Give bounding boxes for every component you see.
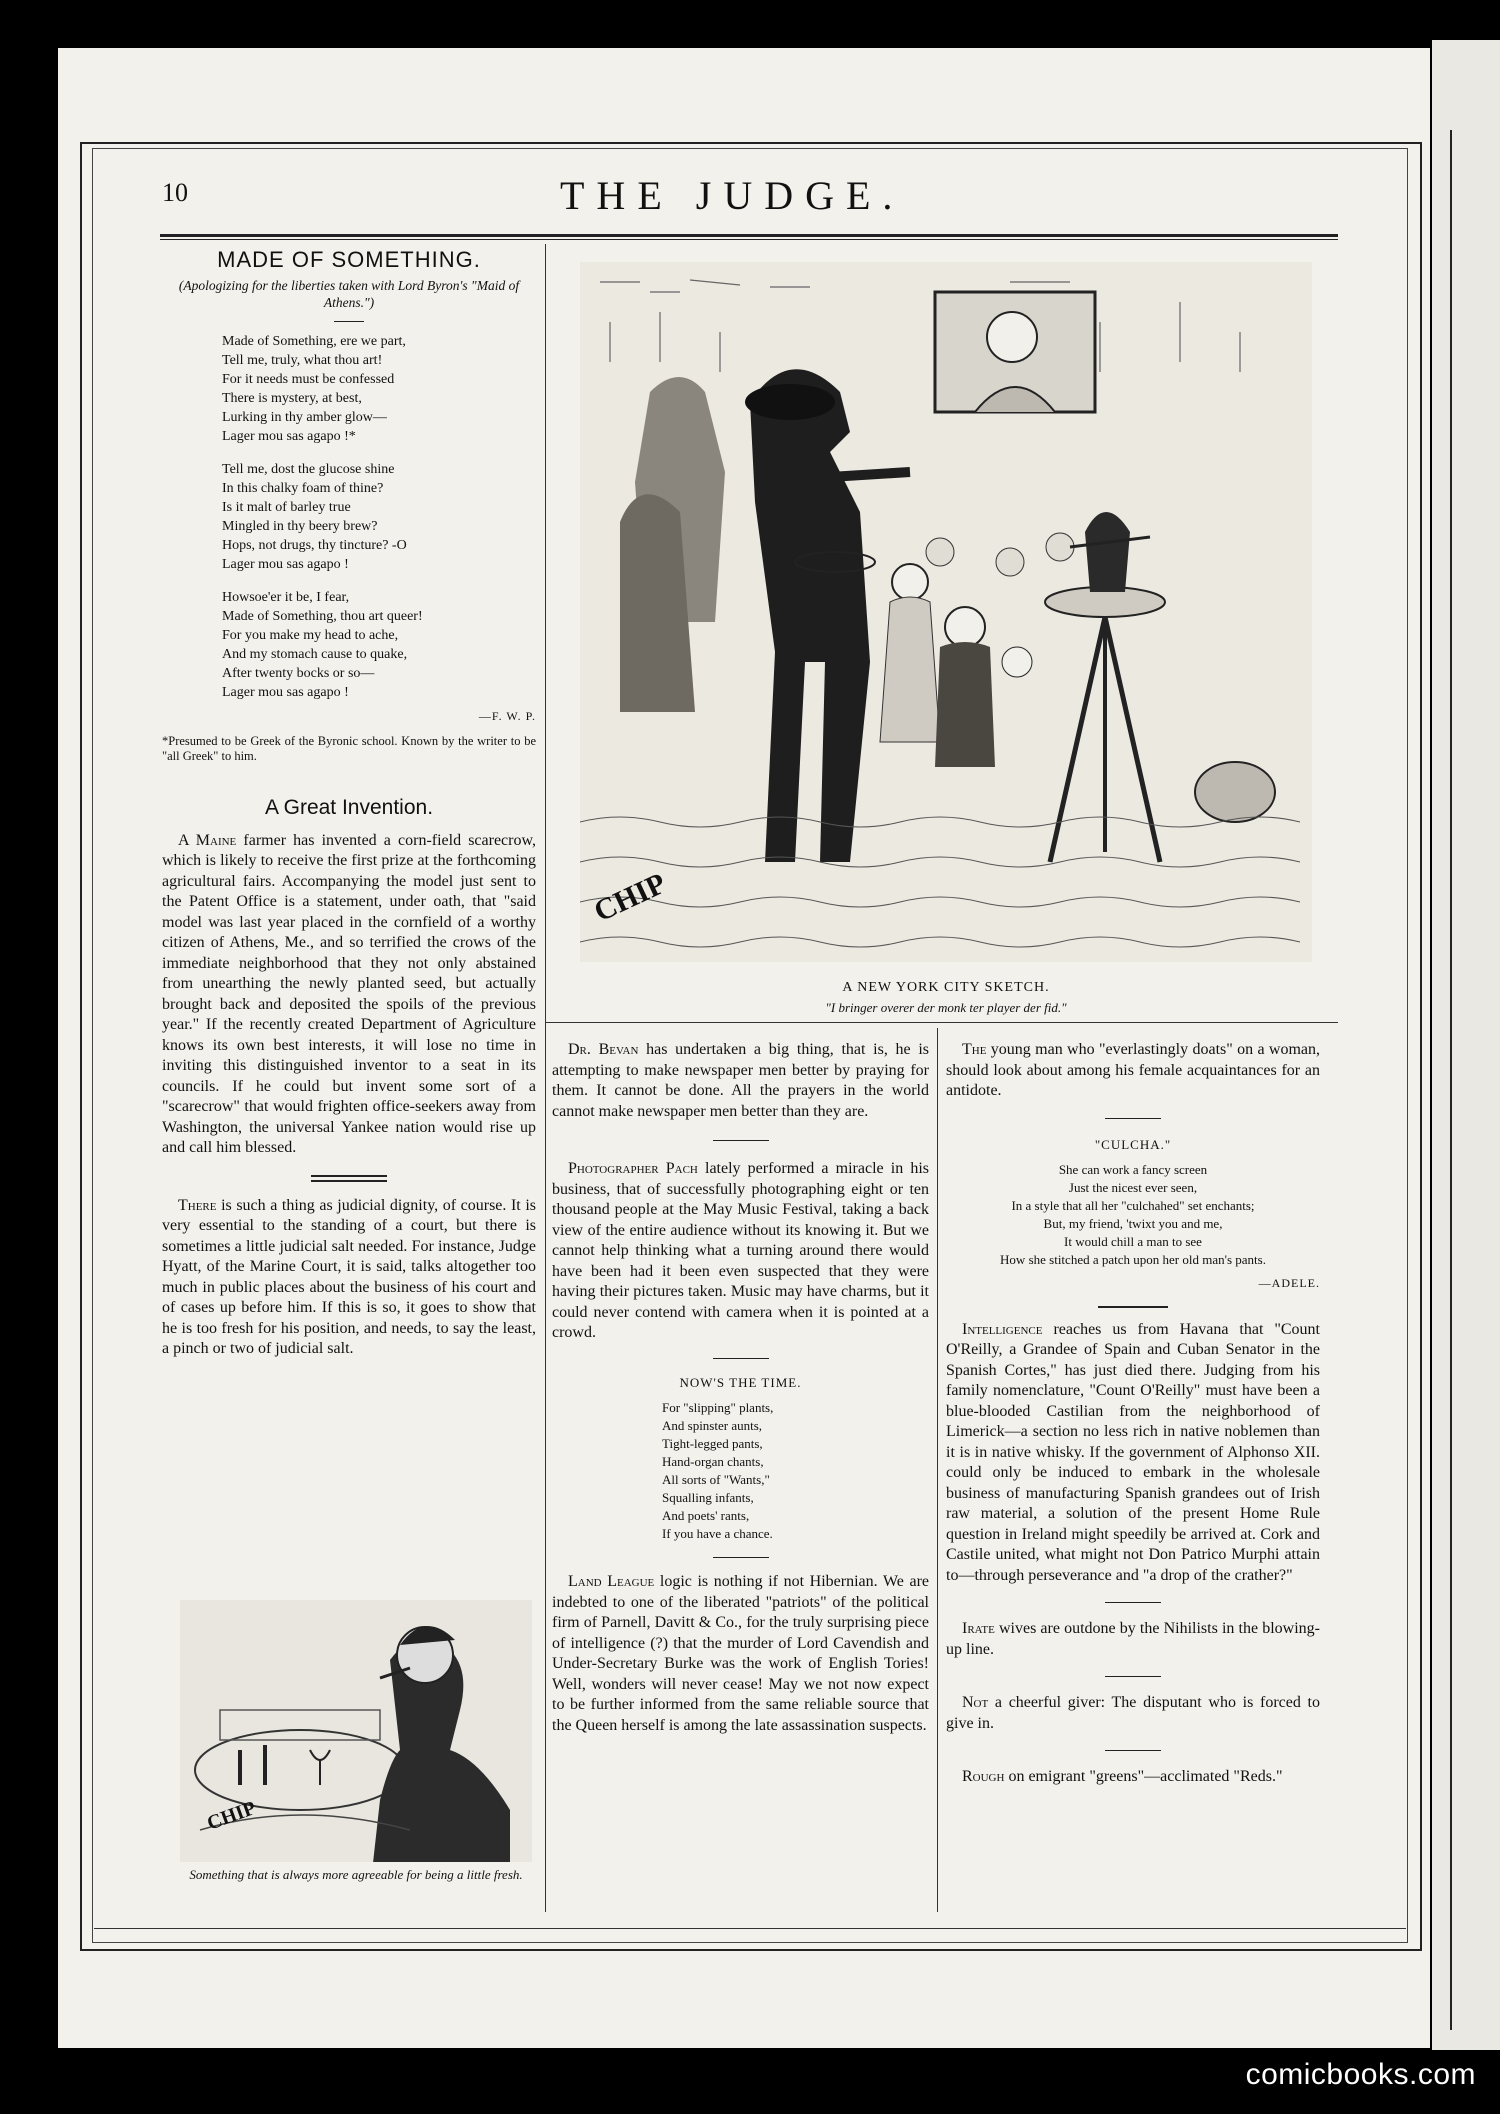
body-text: young man who "everlastingly doats" on a woman, should look about among his female acquaintances for an antidote. bbox=[946, 1041, 1321, 1099]
poem-line: Tell me, truly, what thou art! bbox=[222, 352, 383, 368]
poem-line: Lager mou sas agapo ! bbox=[222, 684, 349, 700]
divider bbox=[1105, 1676, 1161, 1677]
poem-line: Tell me, dost the glucose shine bbox=[222, 461, 395, 477]
small-cartoon-caption: Something that is always more agreeable for being a little fresh. bbox=[189, 1867, 523, 1882]
poem-line: There is mystery, at best, bbox=[222, 390, 362, 406]
article-body bbox=[946, 1320, 1320, 1587]
poem-signature: —F. W. P. bbox=[478, 708, 536, 723]
watermark: comicbooks.com bbox=[1245, 2058, 1476, 2091]
poem-line: In this chalky foam of thine? bbox=[222, 480, 384, 496]
article-body bbox=[946, 1040, 1320, 1102]
poem-line: Lurking in thy amber glow— bbox=[222, 409, 387, 425]
poem-line: Squalling infants, bbox=[662, 1490, 754, 1505]
poem-line: Just the nicest ever seen, bbox=[1068, 1180, 1198, 1195]
poem-line: It would chill a man to see bbox=[1064, 1234, 1202, 1249]
poem-line: For you make my head to ache, bbox=[222, 627, 399, 643]
column-rule bbox=[937, 1028, 938, 1912]
article-body bbox=[162, 831, 536, 1159]
poem-line: Mingled in thy beery brew? bbox=[222, 518, 378, 534]
poem-line: How she stitched a patch upon her old man's pants. bbox=[1000, 1252, 1266, 1267]
footnote: *Presumed to be Greek of the Byronic school. Known by the writer to be "all Greek" to him. bbox=[162, 734, 536, 763]
poem-line: For it needs must be confessed bbox=[222, 371, 395, 387]
diner-illustration bbox=[180, 1600, 532, 1862]
poem-line: Is it malt of barley true bbox=[222, 499, 351, 515]
header-rule bbox=[160, 234, 1338, 237]
divider bbox=[334, 321, 364, 322]
poem-line: Lager mou sas agapo !* bbox=[222, 428, 356, 444]
main-cartoon bbox=[580, 262, 1312, 962]
lead-in: Dr. Bevan bbox=[568, 1041, 639, 1058]
body-text: a cheerful giver: The disputant who is forced to give in. bbox=[946, 1694, 1321, 1732]
poem-title: "CULCHA." bbox=[1094, 1136, 1172, 1152]
poem-line: She can work a fancy screen bbox=[1058, 1162, 1208, 1177]
artist-signature: CHIP bbox=[589, 866, 671, 929]
poem-line: Hops, not drugs, thy tincture? -O bbox=[222, 537, 407, 553]
street-scene-illustration bbox=[580, 262, 1312, 962]
main-cartoon-caption: A NEW YORK CITY SKETCH. bbox=[842, 980, 1050, 995]
poem-line: And poets' rants, bbox=[662, 1508, 750, 1523]
bottom-rule bbox=[94, 1928, 1406, 1929]
poem-line: And spinster aunts, bbox=[662, 1418, 763, 1433]
body-text: lately performed a miracle in his business, that of successfully photographing eight or ten thousand people at the May Music Festival, taking a back view of the entire audience without its knowing it. But we cannot help thinking what a turning around there would have been had it been even suspected that they were having their pictures taken. Music may have charms, but it could never contend with camera when it is pointed at a crowd. bbox=[552, 1160, 930, 1341]
article-body bbox=[946, 1767, 1320, 1788]
body-text: logic is nothing if not Hibernian. We are indebted to one of the liberated "patriots" of the political firm of Parnell, Davitt & Co., for the truly surprising piece of intelligence (?) that the murder of Lord Cavendish and Under-Secretary Burke was the work of English Tories! Well, wonders will never cease! May we not now expect to be further informed from the same reliable source that the Queen herself is among the late assassination suspects. bbox=[552, 1573, 930, 1734]
lead-in: A Maine bbox=[178, 831, 237, 849]
article-body bbox=[552, 1159, 929, 1344]
poem-line: Hand-organ chants, bbox=[662, 1454, 764, 1469]
stanza bbox=[222, 588, 536, 702]
poem-title: NOW'S THE TIME. bbox=[679, 1374, 802, 1390]
poem-line: In a style that all her "culchahed" set enchants; bbox=[1011, 1198, 1255, 1213]
poem-signature: —ADELE. bbox=[1258, 1276, 1320, 1290]
article-body bbox=[552, 1040, 929, 1122]
stanza bbox=[222, 460, 536, 574]
divider bbox=[713, 1358, 769, 1359]
divider bbox=[713, 1557, 769, 1558]
lead-in: There bbox=[178, 1196, 217, 1214]
poem-line: Howsoe'er it be, I fear, bbox=[222, 589, 350, 605]
body-text: reaches us from Havana that "Count O'Reilly, a Grandee of Spain and Cuban Senator in the Spanish Cortes," has just died there. Judging from his family nomenclature, "Count O'Reilly" must have been a blue-blooded Castilian from the neighborhood of Limerick—a section no less rich in native noblemen than it is in native whisky. If the government of Alphonso XII. could only be induced to embark in the wholesale business of manufacturing Spanish grandees out of Irish raw material, a solution of the present Home Rule question in Ireland might speedily be arrived at. Cork and Castile united, what might not Don Patrico Murphi attain to—through perseverance and "a drop of the crather?" bbox=[946, 1320, 1320, 1584]
body-text: is such a thing as judicial dignity, of course. It is very essential to the standing of a court, but there is sometimes a little judicial salt needed. For instance, Judge Hyatt, of the Marine Court, it is said, talks altogether too much in public places about the business of his court and of cases up before him. If this is so, it goes to show that he is too fresh for his position, and needs, to say the least, a pinch or two of judicial salt. bbox=[162, 1196, 536, 1357]
poem-subtitle: (Apologizing for the liberties taken with Lord Byron's "Maid of Athens.") bbox=[178, 277, 520, 310]
article-body bbox=[946, 1693, 1320, 1734]
poem-body bbox=[222, 332, 536, 702]
masthead: THE JUDGE. bbox=[560, 173, 905, 218]
header-rule-thin bbox=[160, 239, 1338, 240]
page-number: 10 bbox=[162, 178, 188, 207]
poem-line: For "slipping" plants, bbox=[662, 1400, 774, 1415]
stanza bbox=[222, 332, 536, 446]
lead-in: Irate bbox=[962, 1620, 995, 1637]
poem-line: Made of Something, thou art queer! bbox=[222, 608, 423, 624]
body-text: on emigrant "greens"—acclimated "Reds." bbox=[1008, 1768, 1283, 1785]
poem-line: All sorts of "Wants," bbox=[662, 1472, 770, 1487]
poem-body bbox=[946, 1161, 1320, 1269]
divider bbox=[1105, 1602, 1161, 1603]
lead-in: Rough bbox=[962, 1768, 1005, 1785]
body-text: farmer has invented a corn-field scarecrow, which is likely to receive the first prize at the forthcoming agricultural fairs. Accompanying the model just sent to the Patent Office is a statement, under oath, that "said model was last year placed in the cornfield of a worthy citizen of Athens, Me., and so terrified the crows of the immediate neighborhood that they not only abstained from unearthing the newly planted seed, but actually brought back and deposited the spoils of the previous year." If the recently created Department of Agriculture knows its own best interests, it will lose no time in inviting this distinguished inventor to a seat in its councils. If he could but invent some sort of a "scarecrow" that would frighten office-seekers away from Washington, the universal Yankee nation would rise up and call him blessed. bbox=[162, 831, 537, 1156]
body-text: has undertaken a big thing, that is, he is attempting to make newspaper men better by praying for them. It cannot be done. All the prayers in the world cannot make newspaper men better than they are. bbox=[552, 1041, 930, 1120]
column-rule bbox=[545, 244, 546, 1912]
article-title: A Great Invention. bbox=[264, 796, 434, 819]
article-body bbox=[946, 1619, 1320, 1660]
body-text: wives are outdone by the Nihilists in the blowing-up line. bbox=[946, 1620, 1321, 1658]
divider bbox=[713, 1140, 769, 1141]
lead-in: Not bbox=[962, 1694, 989, 1711]
article-body bbox=[552, 1572, 929, 1736]
small-cartoon bbox=[180, 1600, 532, 1862]
poem-line: After twenty bocks or so— bbox=[222, 665, 375, 681]
left-column bbox=[162, 247, 537, 1360]
poem-title: MADE OF SOMETHING. bbox=[217, 247, 481, 272]
divider bbox=[1098, 1306, 1168, 1308]
main-cartoon-subcaption: "I bringer overer der monk ter player der fid." bbox=[825, 1000, 1067, 1015]
poem-line: And my stomach cause to quake, bbox=[222, 646, 408, 662]
poem-line: Tight-legged pants, bbox=[662, 1436, 763, 1451]
double-divider bbox=[311, 1175, 387, 1182]
adjacent-page-edge bbox=[1432, 40, 1500, 2050]
right-column bbox=[946, 1040, 1320, 1788]
cartoon-rule bbox=[546, 1022, 1338, 1023]
poem-body bbox=[662, 1399, 929, 1543]
divider bbox=[1105, 1750, 1161, 1751]
lead-in: Land League bbox=[568, 1573, 655, 1590]
lead-in: Intelligence bbox=[962, 1320, 1043, 1338]
poem-line: But, my friend, 'twixt you and me, bbox=[1043, 1216, 1223, 1231]
lead-in: Photographer Pach bbox=[568, 1160, 698, 1177]
poem-line: If you have a chance. bbox=[662, 1526, 773, 1541]
article-body bbox=[162, 1196, 536, 1360]
poem-line: Lager mou sas agapo ! bbox=[222, 556, 349, 572]
artist-signature: CHIP bbox=[204, 1796, 259, 1835]
poem-line: Made of Something, ere we part, bbox=[222, 333, 406, 349]
middle-column bbox=[552, 1040, 929, 1736]
divider bbox=[1105, 1118, 1161, 1119]
lead-in: The bbox=[962, 1041, 987, 1058]
